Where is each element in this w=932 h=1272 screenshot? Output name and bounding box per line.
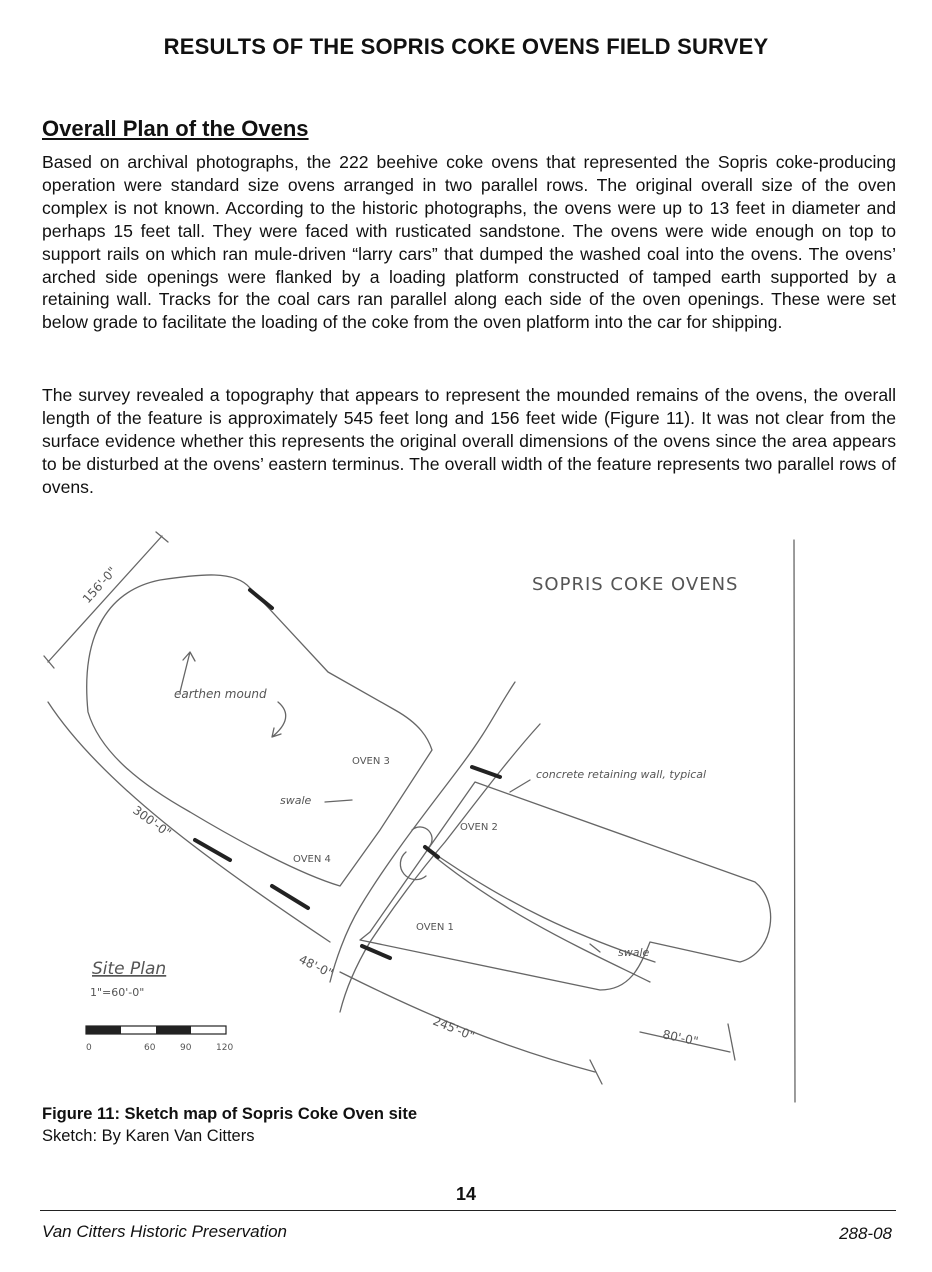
dim-label-lower-length: 245'-0"	[430, 1013, 477, 1044]
label-swale-1: swale	[280, 794, 312, 807]
figure-credit: Sketch: By Karen Van Citters	[42, 1127, 255, 1145]
oven-1-arc	[400, 852, 426, 880]
site-plan-scale: 1"=60'-0"	[90, 986, 145, 999]
footer-report-number: 288-08	[839, 1224, 892, 1243]
footer-organization: Van Citters Historic Preservation	[42, 1222, 288, 1241]
dim-tick-lower	[590, 1060, 602, 1084]
lower-swale-line	[425, 847, 655, 962]
oven-2-arc	[412, 827, 432, 848]
site-sketch-figure	[40, 512, 810, 1112]
arrow-down	[272, 702, 286, 737]
scale-tick-60: 60	[144, 1043, 156, 1053]
label-earthen-mound: earthen mound	[174, 687, 267, 701]
footer-divider	[40, 1210, 896, 1211]
dim-line-lower-length	[340, 972, 595, 1072]
retaining-wall-seg-5	[362, 946, 390, 958]
section-heading: Overall Plan of the Ovens	[42, 116, 309, 141]
arrow-retaining-wall	[510, 780, 530, 792]
mound-right-outline	[360, 782, 771, 990]
sheet-edge-line	[794, 540, 795, 1102]
arrow-swale-2	[590, 944, 600, 952]
dim-ticks-width	[44, 532, 168, 668]
arrow-up	[180, 652, 195, 692]
retaining-wall-seg-2	[472, 767, 500, 777]
retaining-wall-seg-1	[250, 590, 272, 608]
dim-label-end-width: 80'-0"	[661, 1027, 700, 1049]
site-plan-title: Site Plan	[92, 959, 167, 979]
dim-label-gap: 48'-0"	[296, 952, 336, 981]
label-oven-4: OVEN 4	[293, 854, 331, 865]
paragraph-overall-plan: Based on archival photographs, the 222 beehive coke ovens that represented the Sopris coke-producing operation were standard size ovens arranged in two parallel rows. The original overall size of the oven complex is not known. According to the historic photographs, the ovens were up to 13 feet in diameter and perhaps 15 feet tall. They were faced with rusticated sandstone. The ovens were wide enough on top to support rails on which ran mule-driven “larry cars” that dumped the washed coal into the ovens. The ovens’ arched side openings were flanked by a loading platform constructed of tamped earth supported by a retaining wall. Tracks for the coal cars ran parallel along each side of the oven openings. These were set below grade to facilitate the loading of the coke from the oven platform into the car for shipping.	[42, 152, 896, 333]
dim-line-width	[48, 536, 162, 662]
page-number: 14	[455, 1184, 477, 1204]
sketch-map-svg	[40, 512, 810, 1112]
dim-label-length: 300'-0"	[130, 803, 174, 841]
label-swale-2: swale	[618, 946, 650, 959]
label-oven-1: OVEN 1	[416, 922, 454, 933]
label-oven-2: OVEN 2	[460, 822, 498, 833]
scale-tick-120: 120	[216, 1043, 234, 1053]
scale-tick-90: 90	[180, 1043, 192, 1053]
sketch-title: SOPRIS COKE OVENS	[532, 574, 739, 595]
mound-left-outline	[87, 575, 432, 886]
dim-line-length	[48, 702, 330, 942]
label-retaining-wall: concrete retaining wall, typical	[536, 768, 707, 781]
scale-bar	[86, 1026, 226, 1034]
drainage-line-2	[340, 724, 540, 1012]
scale-tick-0: 0	[86, 1043, 92, 1053]
paragraph-survey: The survey revealed a topography that appears to represent the mounded remains of the ovens, the overall length of the feature is approximately 545 feet long and 156 feet wide (Figure 11). It was not clear from the surface evidence whether this represents the original overall dimensions of the ovens since the area appears to be disturbed at the ovens’ eastern terminus. The overall width of the feature represents two parallel rows of ovens.	[42, 385, 896, 497]
label-oven-3: OVEN 3	[352, 756, 390, 767]
dim-label-width: 156'-0"	[79, 564, 120, 607]
arrow-swale-1	[325, 800, 352, 802]
document-title: RESULTS OF THE SOPRIS COKE OVENS FIELD SURVEY	[163, 34, 769, 59]
retaining-wall-seg-4	[272, 886, 308, 908]
figure-caption: Figure 11: Sketch map of Sopris Coke Oven site	[42, 1105, 418, 1123]
